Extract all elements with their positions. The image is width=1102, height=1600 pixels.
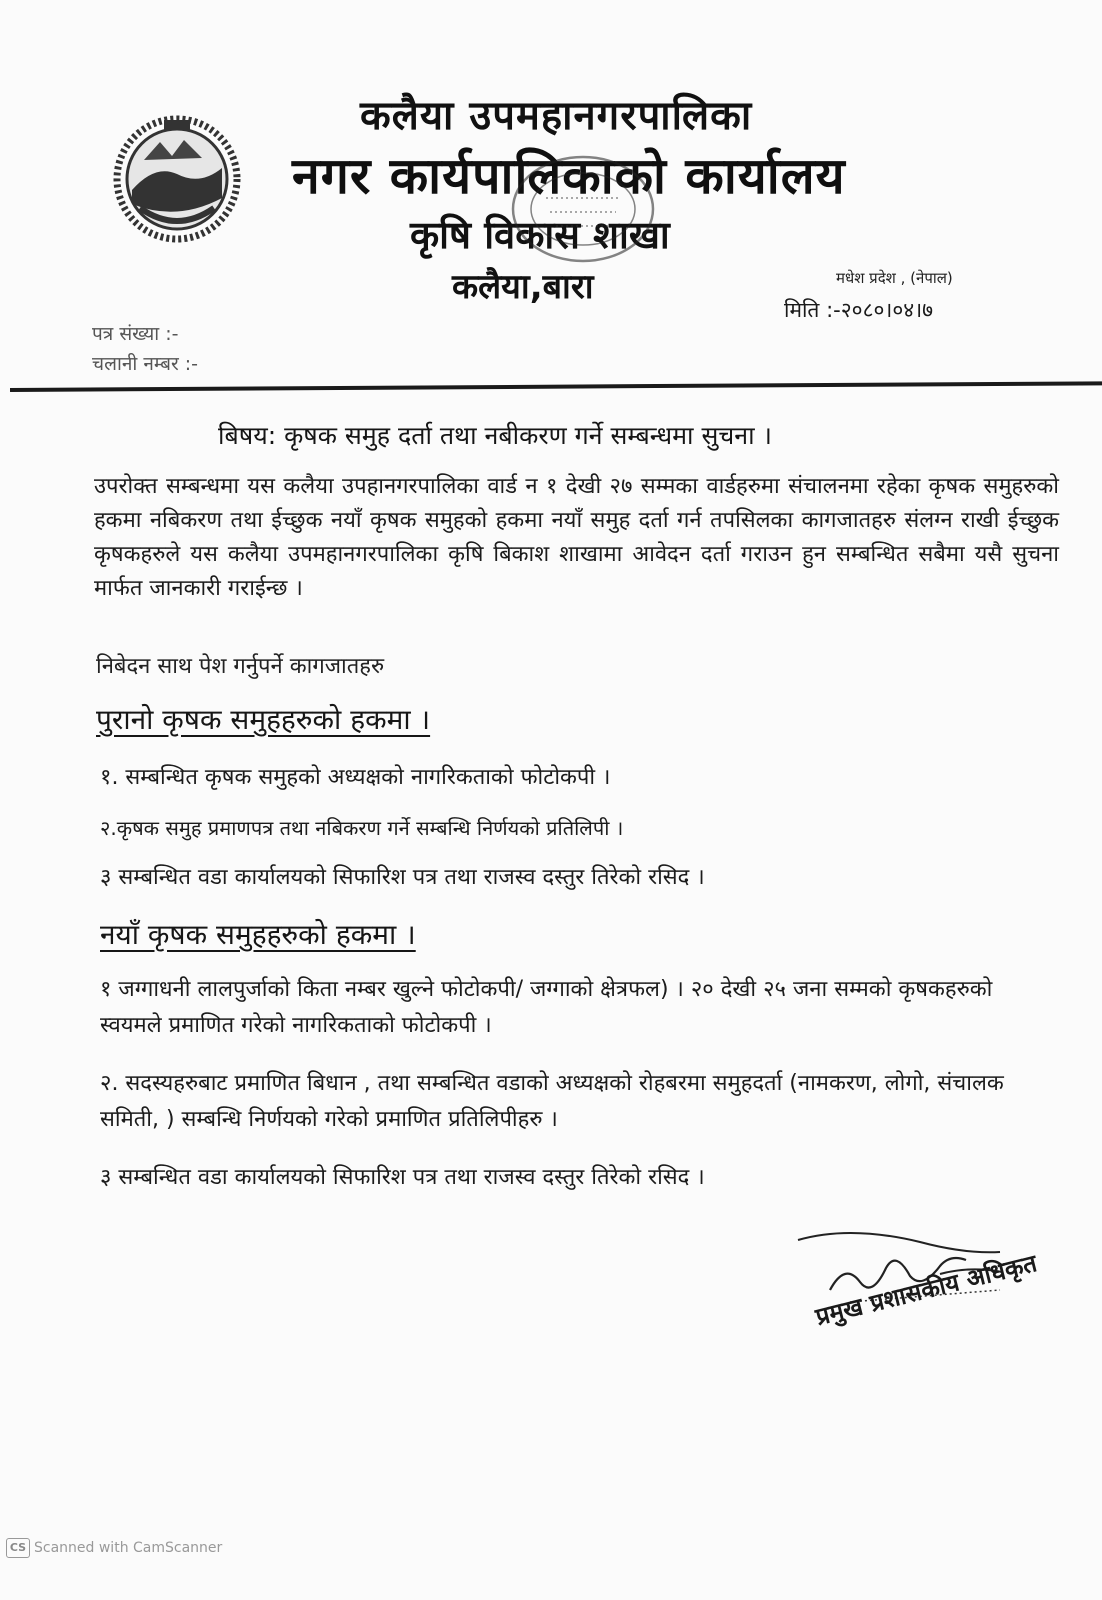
dispatch-number-label: चलानी नम्बर :- [92,353,199,375]
notice-body-paragraph: उपरोक्त सम्बन्धमा यस कलैया उपहानगरपालिका वार्ड न १ देखी २७ सम्मका वार्डहरुमा संचालनमा रहेका कृषक समुहरुको हकमा नबिकरण तथा ईच्छुक नयाँ कृषक समुहको हकमा नयाँ समुह दर्ता गर्न तपसिलका कागजातहरु संलग्न राखी ईच्छुक कृषकहरुले यस कलैया उपमहानगरपालिका कृषि बिकाश शाखामा आवेदन दर्ता गराउन हुन सम्बन्धित सबैमा यसै सुचना मार्फत जानकारी गराईन्छ । [94,474,1059,601]
documents-intro: निबेदन साथ पेश गर्नुपर्ने कागजातहरु [96,654,385,679]
camscanner-logo-icon: CS [6,1538,30,1558]
watermark-text: Scanned with CamScanner [34,1540,223,1556]
nepal-government-emblem-icon [110,112,245,247]
office-seal-stamp-icon [508,150,658,268]
province-label: मधेश प्रदेश , (नेपाल) [836,269,953,287]
header-divider [10,381,1102,392]
scanner-watermark [6,1538,222,1558]
letter-number-label: पत्र संख्या :- [92,323,179,345]
office-location: कलैया,बारा [452,267,594,307]
notice-subject: बिषय: कृषक समुह दर्ता तथा नबीकरण गर्ने सम्बन्धमा सुचना । [218,421,773,450]
list-item: १. सम्बन्धित कृषक समुहको अध्यक्षको नागरिकताको फोटोकपी । [100,765,611,790]
section-heading-new-groups: नयाँ कृषक समुहहरुको हकमा । [100,918,416,951]
list-item: २. सदस्यहरुबाट प्रमाणित बिधान , तथा सम्बन्धित वडाको अध्यक्षको रोहबरमा समुहदर्ता (नामकरण, लोगो, संचालक समिती, ) सम्बन्धि निर्णयको गरेको प्रमाणित प्रतिलिपीहरु । [100,1071,1004,1132]
list-item: १ जग्गाधनी लालपुर्जाको किता नम्बर खुल्ने फोटोकपी/ जग्गाको क्षेत्रफल) । २० देखी २५ जना सम्मको कृषकहरुको स्वयमले प्रमाणित गरेको नागरिकताको फोटोकपी । [100,977,993,1038]
office-name: नगर कार्यपालिकाको कार्यालय [292,147,846,205]
list-item: ३ सम्बन्धित वडा कार्यालयको सिफारिश पत्र तथा राजस्व दस्तुर तिरेको रसिद । [100,1165,705,1190]
branch-name: कृषि विकास शाखा [410,213,670,257]
list-item: ३ सम्बन्धित वडा कार्यालयको सिफारिश पत्र तथा राजस्व दस्तुर तिरेको रसिद । [100,865,705,890]
municipality-name: कलैया उपमहानगरपालिका [360,93,753,139]
letter-date: मिति :-२०८०।०४।७ [784,298,934,322]
list-item: २.कृषक समुह प्रमाणपत्र तथा नबिकरण गर्ने सम्बन्धि निर्णयको प्रतिलिपी । [100,816,624,840]
section-heading-old-groups: पुरानो कृषक समुहहरुको हकमा । [96,703,431,736]
signatory-title: प्रमुख प्रशासकीय अधिकृत [812,1249,1040,1332]
